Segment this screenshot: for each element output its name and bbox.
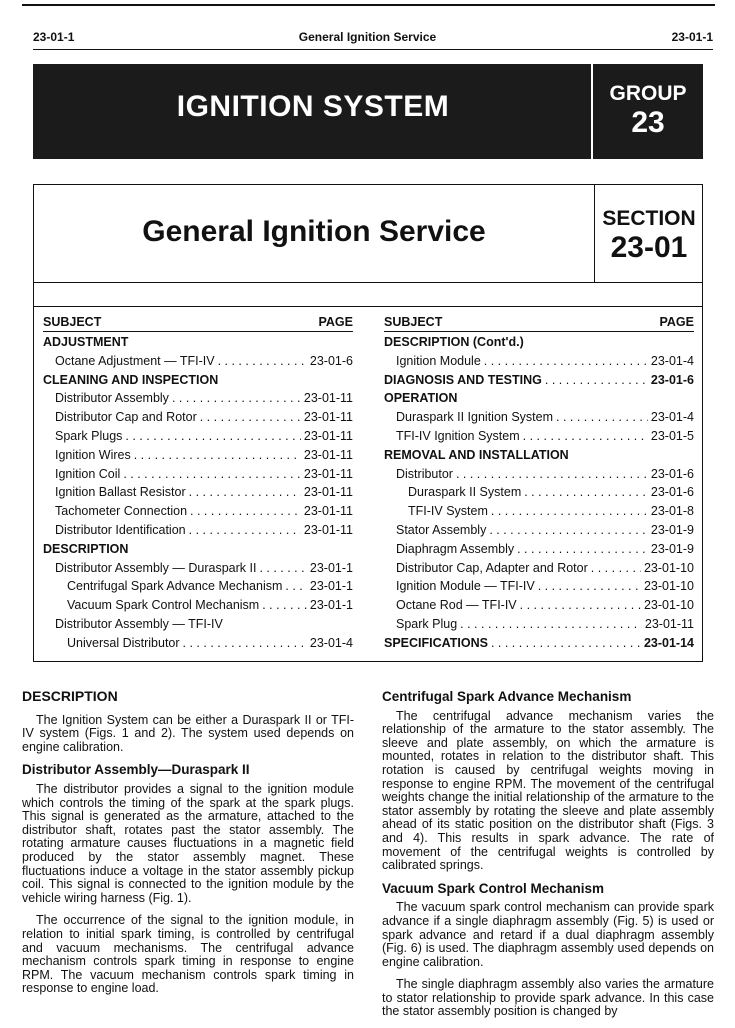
dot-leader: [491, 636, 641, 650]
section-label: SECTION: [602, 207, 696, 230]
toc-entry: [384, 579, 694, 598]
toc-entry: [384, 485, 694, 504]
body-left-column: [22, 690, 354, 1005]
dot-leader: [456, 467, 648, 481]
dot-leader: [545, 373, 648, 387]
toc-entry: [384, 335, 694, 354]
toc-entry-title: Duraspark II System: [408, 485, 522, 500]
dot-leader: [460, 617, 642, 631]
dot-leader: [556, 410, 648, 424]
dot-leader: [285, 579, 307, 593]
toc-entry: [384, 391, 694, 410]
body-right-column: [382, 690, 714, 1028]
toc-entry: [43, 448, 353, 467]
subsection-heading: Distributor Assembly—Duraspark II: [22, 762, 250, 778]
dot-leader: [523, 429, 648, 443]
toc-entry: [384, 354, 694, 373]
toc-entry-title: Distributor Assembly — Duraspark II: [55, 560, 257, 575]
top-rule: [22, 4, 715, 6]
dot-leader: [491, 504, 648, 518]
paragraph: The occurrence of the signal to the ignition module, in relation to initial spark timing, is controlled by centrifugal and vacuum mechanisms. The centrifugal advance mechanism controls spark timing in response to engine RPM. The vacuum mechanism controls spark timing in response to engine load.: [22, 913, 354, 996]
toc-entry-title: REMOVAL AND INSTALLATION: [384, 447, 569, 462]
toc-entry-title: Tachometer Connection: [55, 504, 188, 519]
toc-entry-page: 23-01-11: [303, 428, 353, 443]
toc-entry-page: 23-01-9: [650, 541, 694, 556]
toc-entry-title: TFI-IV System: [408, 504, 488, 519]
toc-entry-page: 23-01-11: [303, 410, 353, 425]
toc-left-column: [43, 313, 353, 655]
toc-right-list: [384, 335, 694, 655]
toc-entry-title: Distributor Assembly: [55, 391, 169, 406]
toc-entry-title: Vacuum Spark Control Mechanism: [67, 598, 260, 613]
toc-entry: [384, 448, 694, 467]
group-number: 23: [631, 106, 665, 139]
toc-entry-page: 23-01-11: [303, 447, 353, 462]
toc-entry: [43, 598, 353, 617]
toc-entry-page: 23-01-10: [643, 560, 694, 575]
subject-header: SUBJECT: [43, 315, 102, 329]
subject-header: SUBJECT: [384, 315, 443, 329]
page-header: PAGE: [659, 315, 694, 329]
section-number: 23-01: [610, 231, 688, 264]
toc-entry: [384, 410, 694, 429]
toc-entry: [43, 410, 353, 429]
dot-leader: [591, 561, 641, 575]
page-header: PAGE: [318, 315, 353, 329]
toc-entry-title: Distributor Cap and Rotor: [55, 410, 197, 425]
toc-entry-page: 23-01-4: [650, 353, 694, 368]
section-rule: [34, 282, 702, 283]
paragraph: The centrifugal advance mechanism varies the relationship of the armature to the stator assembly. The sleeve and plate assembly, on which the armature is mounted, rotates in relation to the distributor shaft. This rotation is caused by centrifugal weights moving in response to engine RPM. The movement of the centrifugal weights change the initial relationship of the armature to the stator assembly by rotating the sleeve and plate assembly ahead of its static position on the distributor shaft (Figs. 3 and 4). This results in spark advance. The rate of movement of the centrifugal weights is controlled by calibrated springs.: [382, 708, 714, 873]
toc-entry: [43, 636, 353, 655]
paragraph: The Ignition System can be either a Duraspark II or TFI-IV system (Figs. 1 and 2). The system used depends on engine calibration.: [22, 712, 354, 754]
toc-entry: [43, 542, 353, 561]
dot-leader: [218, 354, 307, 368]
toc-entry: [43, 561, 353, 580]
chapter-banner: [33, 64, 703, 159]
toc-entry-title: ADJUSTMENT: [43, 335, 129, 349]
toc-entry-title: Universal Distributor: [67, 635, 180, 650]
dot-leader: [200, 410, 301, 424]
toc-entry-title: Centrifugal Spark Advance Mechanism: [67, 579, 283, 594]
dot-leader: [489, 523, 648, 537]
toc-entry-title: Distributor Assembly — TFI-IV: [55, 616, 223, 631]
toc-column-header: [43, 313, 353, 332]
toc-entry-page: 23-01-5: [650, 428, 694, 443]
toc-entry-page: 23-01-11: [644, 616, 694, 631]
toc-entry: [384, 561, 694, 580]
dot-leader: [517, 542, 648, 556]
toc-entry: [384, 429, 694, 448]
toc-entry: [43, 504, 353, 523]
paragraph: The distributor provides a signal to the ignition module which controls the timing of the spark at the spark plugs. This signal is generated as the armature, attached to the distributor shaft, rotates past the stator assembly. The rotating armature causes fluctuations in a magnetic field produced by the stator assembly magnet. These fluctuations induce a voltage in the stator assembly pickup coil. This signal is connected to the ignition module by the vehicle wiring harness (Fig. 1).: [22, 781, 354, 905]
toc-entry-title: Duraspark II Ignition System: [396, 410, 554, 425]
toc-entry-page: 23-01-1: [309, 598, 353, 613]
toc-entry-title: Distributor: [396, 466, 453, 481]
toc-entry-title: TFI-IV Ignition System: [396, 428, 520, 443]
toc-entry: [43, 485, 353, 504]
toc-entry-title: Octane Rod — TFI-IV: [396, 598, 517, 613]
toc-entry-title: Distributor Cap, Adapter and Rotor: [396, 560, 588, 575]
toc-entry-page: 23-01-11: [303, 391, 353, 406]
toc-entry-title: Spark Plug: [396, 616, 458, 631]
subsection-heading: Centrifugal Spark Advance Mechanism: [382, 689, 632, 704]
toc-entry-page: 23-01-11: [303, 485, 353, 500]
toc-entry-title: Octane Adjustment — TFI-IV: [55, 353, 215, 368]
group-label: GROUP: [609, 82, 687, 105]
section-title: General Ignition Service: [142, 215, 486, 248]
toc-entry-page: 23-01-6: [650, 466, 694, 481]
toc-entry: [43, 467, 353, 486]
toc-entry-page: 23-01-6: [309, 353, 353, 368]
toc-left-list: [43, 335, 353, 655]
toc-entry-page: 23-01-6: [650, 485, 694, 500]
toc-entry-page: 23-01-10: [643, 598, 694, 613]
dot-leader: [484, 354, 648, 368]
toc-entry-title: DIAGNOSIS AND TESTING: [384, 372, 542, 387]
dot-leader: [262, 598, 307, 612]
toc-entry-title: CLEANING AND INSPECTION: [43, 372, 219, 387]
dot-leader: [189, 485, 301, 499]
toc-entry-title: Ignition Wires: [55, 447, 131, 462]
toc-entry: [43, 617, 353, 636]
toc-entry-page: 23-01-14: [643, 635, 694, 650]
toc-entry-title: Ignition Coil: [55, 466, 121, 481]
toc-entry: [43, 373, 353, 392]
subsection-heading: Vacuum Spark Control Mechanism: [382, 880, 605, 896]
toc-entry-page: 23-01-4: [650, 410, 694, 425]
toc-entry-page: 23-01-11: [303, 466, 353, 481]
chapter-title: IGNITION SYSTEM: [176, 90, 450, 123]
toc-entry-title: DESCRIPTION (Cont'd.): [384, 335, 524, 349]
toc-entry-page: 23-01-10: [643, 579, 694, 594]
toc-entry-page: 23-01-9: [650, 522, 694, 537]
dot-leader: [134, 448, 301, 462]
toc-entry-page: 23-01-11: [303, 504, 353, 519]
toc-entry: [384, 617, 694, 636]
dot-leader: [183, 636, 307, 650]
dot-leader: [520, 598, 641, 612]
toc-entry: [384, 542, 694, 561]
dot-leader: [190, 504, 301, 518]
toc-right-column: [384, 313, 694, 655]
toc-entry-title: OPERATION: [384, 391, 458, 406]
toc-column-header: [384, 313, 694, 332]
dot-leader: [125, 429, 300, 443]
paragraph: The vacuum spark control mechanism can provide spark advance if a single diaphragm assembly (Fig. 5) is used or spark advance and retard if a dual diaphragm assembly (Fig. 6) is used. The diaphragm assembly used depends on engine calibration.: [382, 900, 714, 969]
toc-entry: [43, 354, 353, 373]
toc-entry: [43, 391, 353, 410]
dot-leader: [538, 579, 641, 593]
toc-entry-page: 23-01-11: [303, 522, 353, 537]
toc-entry-title: Stator Assembly: [396, 522, 487, 537]
toc-entry-title: Ignition Ballast Resistor: [55, 485, 186, 500]
toc-entry-page: 23-01-8: [650, 504, 694, 519]
toc-entry: [384, 636, 694, 655]
toc-entry: [43, 579, 353, 598]
dot-leader: [172, 391, 301, 405]
toc-entry: [384, 598, 694, 617]
dot-leader: [123, 467, 301, 481]
toc-entry-title: SPECIFICATIONS: [384, 635, 488, 650]
toc-entry-page: 23-01-1: [309, 560, 353, 575]
toc-entry-page: 23-01-1: [309, 579, 353, 594]
toc-entry: [43, 335, 353, 354]
running-header-left: 23-01-1: [33, 30, 75, 44]
dot-leader: [189, 523, 301, 537]
running-header-title: General Ignition Service: [298, 30, 437, 44]
toc-entry-title: Distributor Identification: [55, 522, 186, 537]
header-rule: [33, 49, 713, 50]
toc-entry-title: Diaphragm Assembly: [396, 541, 515, 556]
toc-entry-title: Spark Plugs: [55, 428, 123, 443]
toc-entry-title: DESCRIPTION: [43, 541, 129, 556]
toc-entry-page: 23-01-4: [309, 635, 353, 650]
toc-entry-title: Ignition Module: [396, 353, 481, 368]
dot-leader: [259, 561, 306, 575]
toc-entry: [43, 523, 353, 542]
description-heading: DESCRIPTION: [22, 688, 118, 704]
dot-leader: [524, 485, 648, 499]
toc-entry: [384, 373, 694, 392]
toc-entry: [384, 523, 694, 542]
toc-entry: [384, 467, 694, 486]
section-contents-box: [33, 184, 703, 662]
toc-entry: [43, 429, 353, 448]
toc-entry-page: 23-01-6: [650, 372, 694, 387]
section-rule-lower: [34, 306, 702, 307]
toc-entry-title: Ignition Module — TFI-IV: [396, 579, 535, 594]
running-header-right: 23-01-1: [671, 30, 713, 44]
toc-entry: [384, 504, 694, 523]
paragraph: The single diaphragm assembly also varies the armature to stator relationship to provide spark advance. In this case the stator assembly position is changed by: [382, 977, 714, 1019]
